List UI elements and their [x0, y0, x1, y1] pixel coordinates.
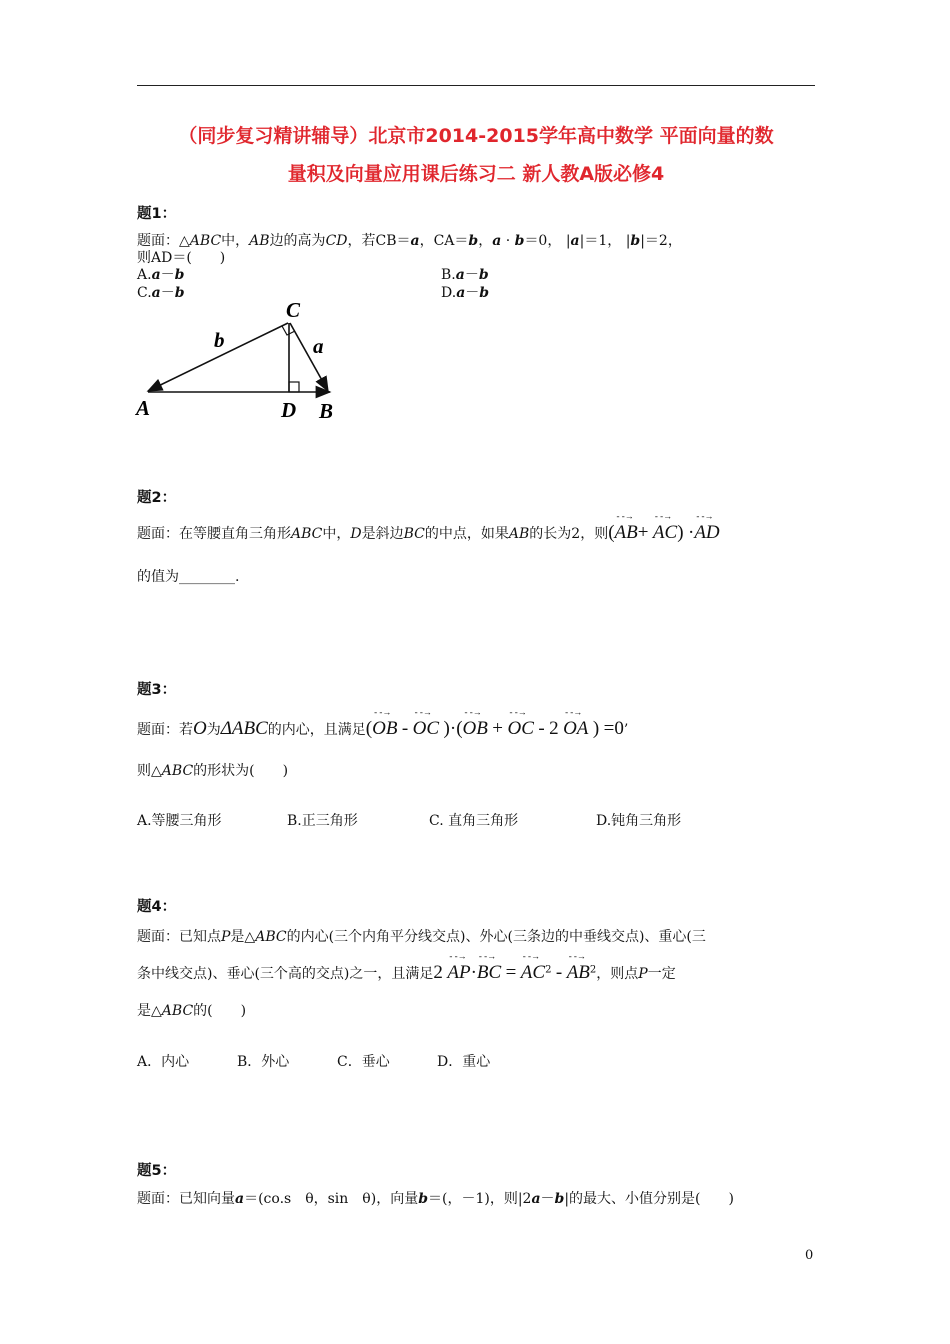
vector-oc: - -→ OC: [413, 718, 439, 740]
vector-ap: - -→ AP: [447, 962, 470, 984]
vector-ab-q4: - -→ AB: [567, 962, 590, 984]
vector-ab: - -→ AB: [615, 522, 638, 544]
question-4-label: 题4：: [137, 899, 177, 915]
vector-ob-2: - -→ OB: [463, 718, 488, 740]
vector-ob: - -→ OB: [372, 718, 397, 740]
question-3-option-a[interactable]: A.等腰三角形: [137, 813, 222, 829]
question-1-option-b[interactable]: B.a－b: [441, 267, 489, 283]
question-4-option-a[interactable]: A．内心: [137, 1054, 190, 1070]
question-1-ask: 则AD＝( ): [137, 250, 226, 266]
question-4-line-1: 题面：已知点P是△ABC的内心(三个内角平分线交点)、外心(三条边的中垂线交点)、重心(三: [137, 929, 706, 945]
question-1-option-d[interactable]: D.a－b: [441, 285, 490, 301]
question-4-line-2: 条中线交点)、垂心(三个高的交点)之一，且满足2 - -→ AP·- -→ BC = - -→ $AC^2$ - - -→ $AB^2$，则点P一定: [137, 962, 676, 984]
side-a-label: a: [313, 334, 324, 358]
question-4-option-c[interactable]: C．垂心: [337, 1054, 390, 1070]
vector-ad: - -→ AD: [694, 522, 719, 544]
question-5-stem: 题面：已知向量a＝(co.s θ，sin θ)，向量b＝(，－1)，则|2a－b|的最大、小值分别是( ): [137, 1191, 734, 1207]
vector-bc: - -→ BC: [477, 962, 501, 984]
header-rule: [137, 85, 815, 86]
vertex-b-label: B: [319, 399, 334, 423]
side-b-label: b: [214, 328, 225, 352]
question-4-line-3: 是△ABC的( ): [137, 1003, 247, 1019]
question-2-stem: 题面：在等腰直角三角形ABC中，D是斜边BC的中点，如果AB的长为2，则(- -→ AB+ - -→ AC) ·- -→ AD: [137, 522, 720, 544]
question-1-stem: 题面：△ABC中，AB边的高为CD，若CB＝a，CA＝b，a · b＝0， |a|＝1， |b|＝2，: [137, 233, 682, 249]
vector-ac-q4: - -→ AC: [521, 962, 545, 984]
document-title-line-2: 量积及向量应用课后练习二 新人教A版必修4: [287, 163, 665, 185]
question-3-stem: 题面：若O为ΔABC的内心，且满足(- -→ OB - - -→ OC )·(- -→ OB + - -→ OC - 2 - -→ OA ) =0’: [137, 718, 628, 740]
vector-oa: - -→ OA: [563, 718, 588, 740]
question-1-option-a[interactable]: A.a－b: [137, 267, 185, 283]
question-3-ask: 则△ABC的形状为( ): [137, 763, 289, 779]
question-3-option-b[interactable]: B.正三角形: [287, 813, 358, 829]
vector-ac: - -→ AC: [653, 522, 677, 544]
vertex-d-label: D: [281, 398, 297, 422]
question-2-label: 题2：: [137, 490, 177, 506]
question-3-option-d[interactable]: D.钝角三角形: [596, 813, 682, 829]
vertex-a-label: A: [136, 396, 151, 420]
document-title-line-1: （同步复习精讲辅导）北京市2014-2015学年高中数学 平面向量的数: [178, 125, 774, 147]
triangle-figure: [130, 295, 360, 425]
question-2-blank: 的值为________.: [137, 569, 240, 585]
question-4-option-d[interactable]: D．重心: [437, 1054, 491, 1070]
vector-oc-2: - -→ OC: [507, 718, 533, 740]
question-3-option-c[interactable]: C. 直角三角形: [429, 813, 519, 829]
question-4-option-b[interactable]: B．外心: [237, 1054, 290, 1070]
question-1-option-c[interactable]: C.a－b: [137, 285, 185, 301]
question-5-label: 题5：: [137, 1163, 177, 1179]
question-1-label: 题1：: [137, 206, 177, 222]
right-angle-d-mark: [289, 382, 299, 392]
vertex-c-label: C: [286, 298, 301, 322]
question-3-label: 题3：: [137, 682, 177, 698]
page-number: 0: [805, 1248, 814, 1263]
